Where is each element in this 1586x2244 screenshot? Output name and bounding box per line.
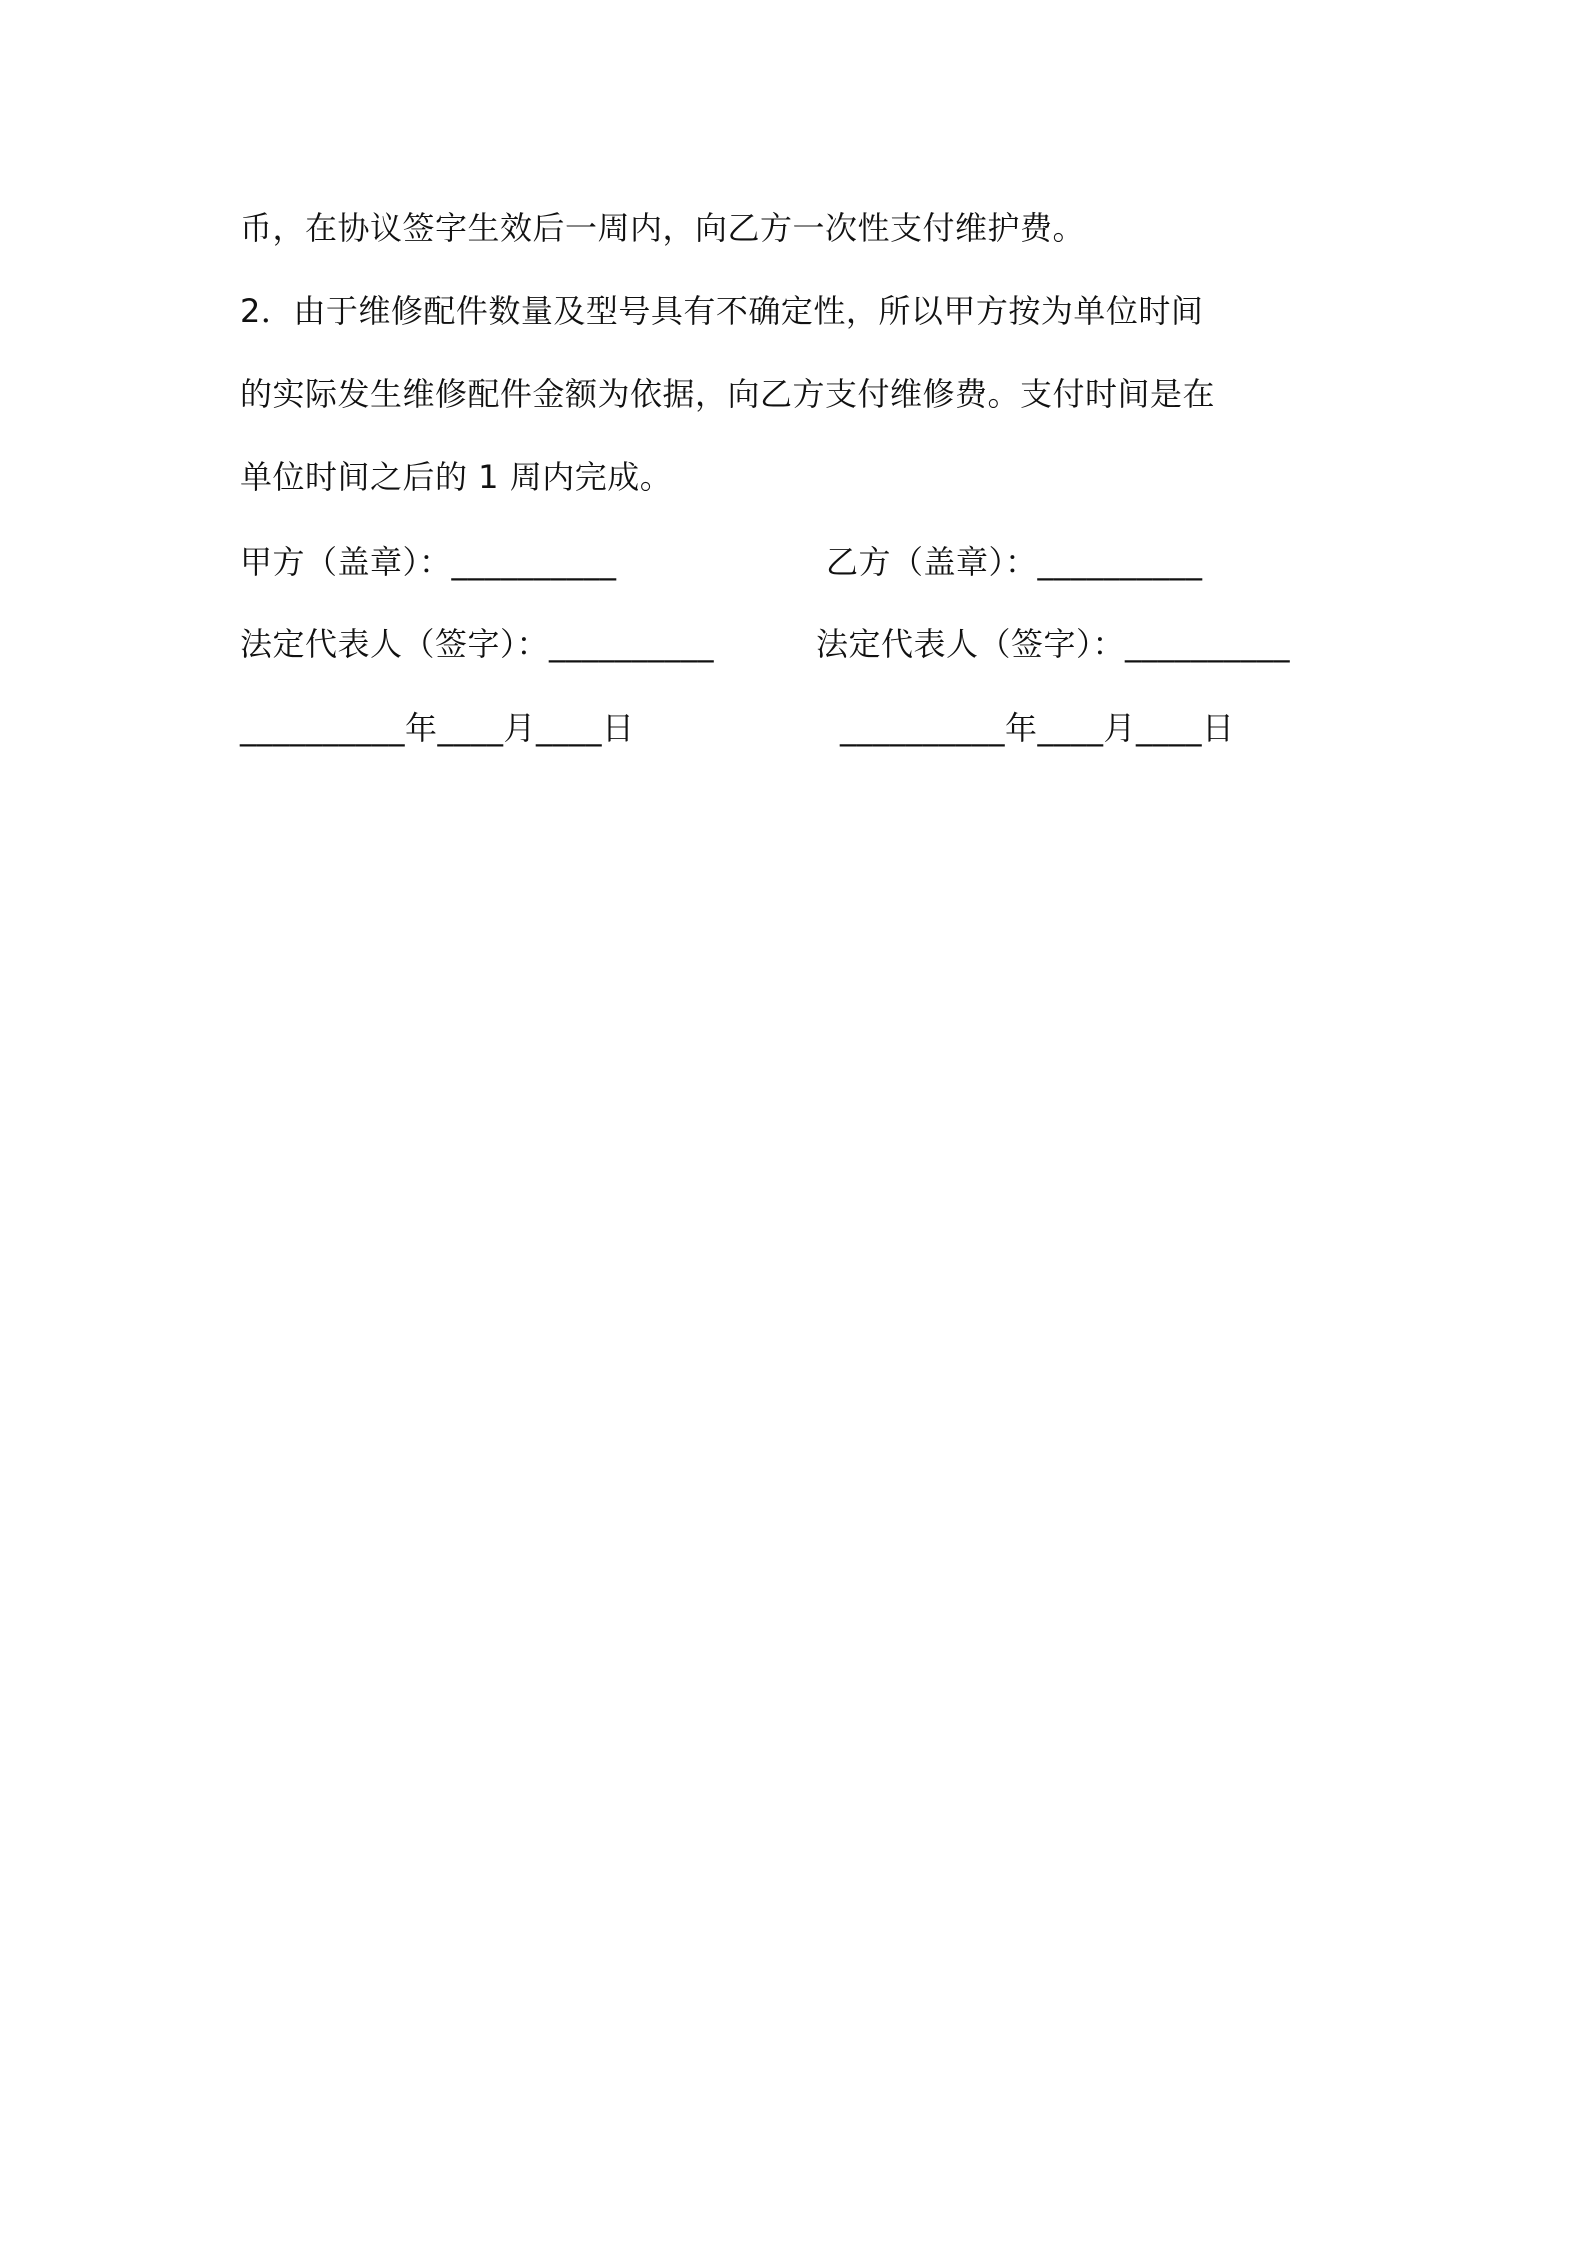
party-b-date-line: __________年____月____日	[840, 709, 1235, 747]
paragraph-line-4: 单位时间之后的 1 周内完成。	[240, 458, 673, 496]
party-a-rep-line: 法定代表人（签字）：__________	[240, 625, 715, 663]
party-a-seal-line: 甲方（盖章）：__________	[240, 543, 617, 581]
party-a-date-line: __________年____月____日	[240, 709, 635, 747]
paragraph-line-1: 币，在协议签字生效后一周内，向乙方一次性支付维护费。	[240, 209, 1086, 247]
party-b-rep-line: 法定代表人（签字）：__________	[816, 625, 1291, 663]
paragraph-line-3: 的实际发生维修配件金额为依据，向乙方支付维修费。支付时间是在	[240, 375, 1216, 413]
paragraph-line-2: 2．由于维修配件数量及型号具有不确定性，所以甲方按为单位时间	[240, 292, 1204, 330]
party-b-seal-line: 乙方（盖章）：__________	[826, 543, 1203, 581]
